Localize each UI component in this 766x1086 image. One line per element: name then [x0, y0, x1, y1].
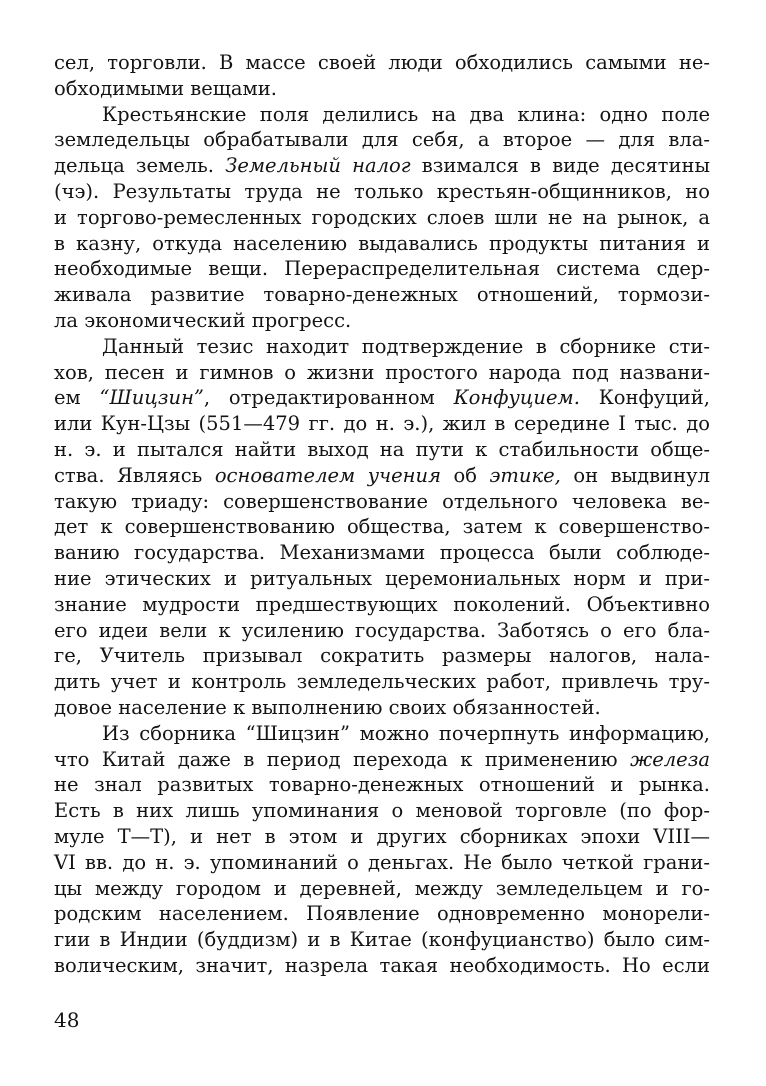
document-page	[54, 50, 710, 979]
page-number: 48	[54, 1008, 80, 1032]
text-line	[54, 463, 710, 489]
text-line	[54, 153, 710, 179]
text-line: знание мудрости предшествующих поколений. Объективно	[54, 592, 710, 616]
text-line: не знал развитых товарно-денежных отношений и рынка.	[54, 773, 710, 797]
text-line: волическим, значит, назрела такая необходимость. Но если	[54, 953, 710, 977]
text-line: Есть в них лишь упоминания о меновой торговле (по фор-	[54, 799, 710, 823]
text-run: Конфуций,	[579, 386, 710, 410]
text-line: такую триаду: совершенствование отдельного человека ве-	[54, 489, 710, 513]
text-line: ние этических и ритуальных церемониальных норм и при-	[54, 566, 710, 590]
paragraph-2	[54, 102, 710, 334]
text-line: необходимые вещи. Перераспределительная система сдер-	[54, 257, 710, 281]
text-line: ге, Учитель призывал сократить размеры налогов, нала-	[54, 644, 710, 668]
term-land-tax: Земельный налог	[225, 154, 411, 178]
text-line: довое население к выполнению своих обязанностей.	[54, 695, 601, 719]
paragraph-4	[54, 721, 710, 979]
text-line: н. э. и пытался найти выход на пути к стабильности обще-	[54, 437, 710, 461]
term-iron: железа	[630, 747, 710, 771]
text-line: гии в Индии (буддизм) и в Китае (конфуцианство) было сим-	[54, 928, 710, 952]
text-line: VI вв. до н. э. упоминаний о деньгах. Не было четкой грани-	[54, 850, 710, 874]
text-run: дельца земель.	[54, 154, 226, 178]
text-line: родским населением. Появление одновременно монорели-	[54, 902, 710, 926]
text-line: дет к совершенствованию общества, затем к совершенство-	[54, 515, 710, 539]
text-line: живала развитие товарно-денежных отношений, тормози-	[54, 283, 710, 307]
term-ethics: этике,	[489, 463, 561, 487]
text-line: земледельцы обрабатывали для себя, а второе — для вла-	[54, 128, 710, 152]
text-line	[54, 385, 710, 411]
text-line: Крестьянские поля делились на два клина: одно поле	[102, 102, 710, 126]
text-run: об	[441, 463, 490, 487]
paragraph-3	[54, 334, 710, 721]
text-line: сел, торговли. В массе своей люди обходились самыми не-	[54, 51, 710, 74]
text-line: дить учет и контроль земледельческих работ, привлечь тру-	[54, 670, 710, 694]
text-line: его идеи вели к усилению государства. Заботясь о его бла-	[54, 618, 710, 642]
text-line: хов, песен и гимнов о жизни простого народа под названи-	[54, 360, 710, 384]
text-line: и торгово-ремесленных городских слоев шли не на рынок, а	[54, 205, 710, 229]
text-line: Из сборника “Шицзин” можно почерпнуть информацию,	[102, 721, 710, 745]
paragraph-1	[54, 50, 710, 102]
text-line: или Кун-Цзы (551—479 гг. до н. э.), жил в середине I тыс. до	[54, 412, 710, 436]
text-line: ванию государства. Механизмами процесса были соблюде-	[54, 541, 710, 565]
text-run: взимался в виде десятины	[410, 154, 710, 178]
text-line: обходимыми вещами.	[54, 76, 277, 100]
text-line: (чэ). Результаты труда не только крестьян-общинников, но	[54, 179, 710, 203]
text-line: в казну, откуда населению выдавались продукты питания и	[54, 231, 710, 255]
term-founder: основателем учения	[214, 463, 441, 487]
text-line: ла экономический прогресс.	[54, 308, 352, 332]
text-line: Данный тезис находит подтверждение в сборнике сти-	[102, 334, 710, 358]
text-run: , отредактированном	[203, 386, 454, 410]
term-confucius: Конфуцием.	[453, 386, 580, 410]
text-line: муле Т—Т), и нет в этом и других сборниках эпохи VIII—	[54, 824, 710, 848]
text-run: ем	[54, 386, 100, 410]
text-line: цы между городом и деревней, между земледельцем и го-	[54, 876, 710, 900]
text-run: он выдвинул	[560, 463, 710, 487]
text-run: ства. Являясь	[54, 463, 215, 487]
text-run: что Китай даже в период перехода к применению	[54, 747, 631, 771]
text-line	[54, 747, 710, 773]
term-shijing: “Шицзин”	[99, 386, 204, 410]
